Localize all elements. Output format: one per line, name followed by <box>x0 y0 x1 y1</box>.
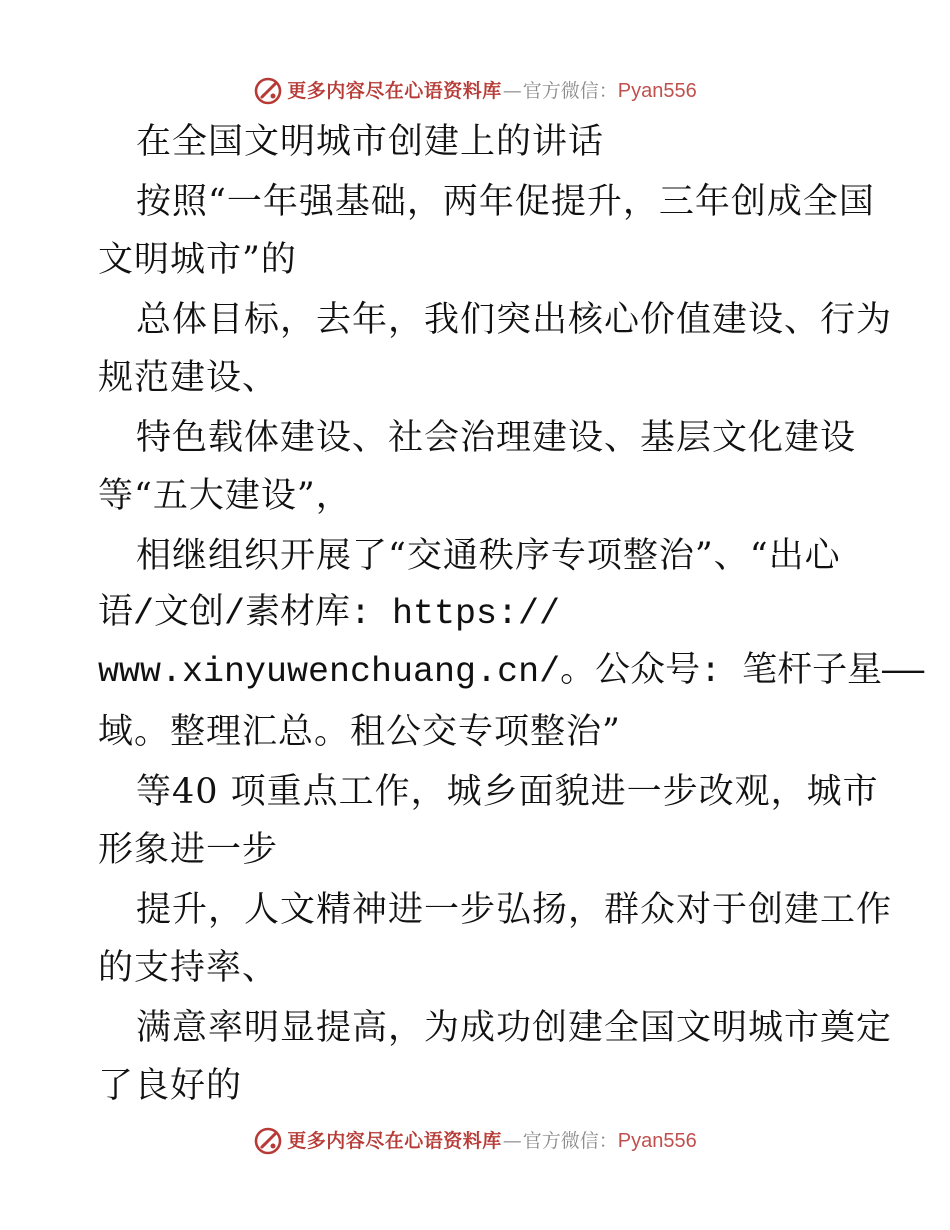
banner-wechat-id: Pyan556 <box>617 80 697 102</box>
banner-wechat-label: 官方微信： <box>522 80 618 102</box>
paragraph-line: 总体目标，去年，我们突出核心价值建设、行为 <box>136 300 893 340</box>
banner-separator: — <box>502 1130 522 1152</box>
paragraph-line: 了良好的 <box>98 1066 243 1106</box>
paragraph-line: 等“五大建设”， <box>98 476 352 516</box>
paragraph-line: 形象进一步 <box>98 830 279 870</box>
quill-seal-icon <box>253 76 283 106</box>
banner-wechat-id: Pyan556 <box>617 1130 697 1152</box>
paragraph-line: 按照“一年强基础，两年促提升，三年创成全国 <box>136 182 875 222</box>
banner-wechat-label: 官方微信： <box>522 1130 618 1152</box>
paragraph-line: 语/文创/素材库: https:// <box>98 594 561 634</box>
paragraph-line: www.xinyuwenchuang.cn/。公众号: 笔杆子星—— <box>98 652 925 692</box>
paragraph-line: 的支持率、 <box>98 948 279 988</box>
banner-site-name: 更多内容尽在心语资料库 <box>287 1130 502 1152</box>
paragraph-line: 文明城市”的 <box>98 240 297 280</box>
paragraph-line: 等40 项重点工作，城乡面貌进一步改观，城市 <box>136 772 879 812</box>
paragraph-line: 域。整理汇总。租公交专项整治” <box>98 712 621 752</box>
banner-site-name: 更多内容尽在心语资料库 <box>287 80 502 102</box>
banner-separator: — <box>502 80 522 102</box>
paragraph-line: 满意率明显提高，为成功创建全国文明城市奠定 <box>136 1008 893 1048</box>
paragraph-line: 规范建设、 <box>98 358 279 398</box>
paragraph-line: 特色载体建设、社会治理建设、基层文化建设 <box>136 418 857 458</box>
paragraph-line: 提升，人文精神进一步弘扬，群众对于创建工作 <box>136 890 893 930</box>
header-watermark-banner <box>0 71 950 111</box>
document-title: 在全国文明城市创建上的讲话 <box>136 122 605 162</box>
paragraph-line: 相继组织开展了“交通秩序专项整治”、“出心 <box>136 536 841 576</box>
quill-seal-icon <box>253 1126 283 1156</box>
footer-watermark-banner <box>0 1121 950 1161</box>
